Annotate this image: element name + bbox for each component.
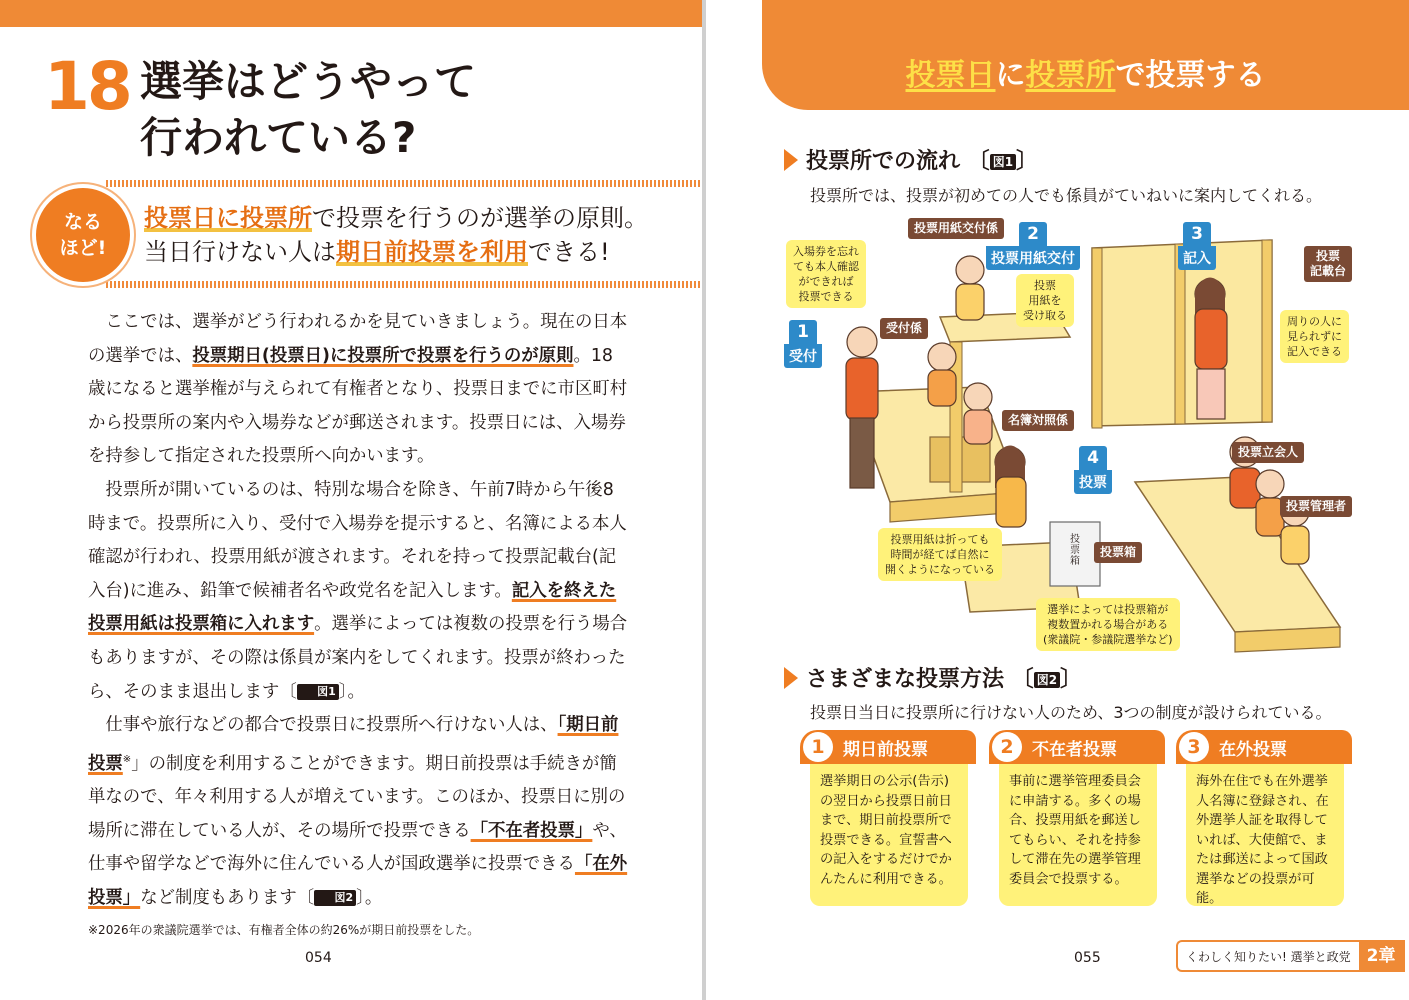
step-number: 4 [1079, 446, 1107, 470]
step-label: 投票 [1074, 470, 1112, 494]
left-page [0, 0, 702, 1000]
method-number: 2 [992, 732, 1022, 762]
key-point-highlight: 期日前投票を利用 [336, 238, 528, 266]
key-point-text: 当日行けない人は [144, 238, 336, 266]
note-line: 周りの人に [1287, 315, 1342, 328]
label-reception-clerk: 受付係 [880, 318, 928, 339]
method-line: いれば、大使館で、ま [1196, 832, 1328, 848]
method-line: に申請する。多くの場 [1009, 793, 1141, 809]
stripe-divider [106, 281, 702, 288]
page-number: 055 [1074, 950, 1101, 966]
method-line: たは郵送によって国政 [1196, 852, 1328, 867]
banner-underlined: 投票日 [905, 58, 996, 93]
method-line: 人名簿に登録され、在 [1196, 793, 1329, 809]
naruhodo-badge [36, 188, 130, 282]
method-title: 在外投票 [1219, 739, 1287, 760]
method-title: 期日前投票 [843, 739, 928, 760]
body-text [88, 306, 628, 915]
right-page [706, 0, 1409, 1000]
text-run: など制度もあります [140, 887, 297, 908]
text-run: 。 [364, 887, 383, 908]
note-line: 受け取る [1023, 309, 1067, 322]
stripe-divider [106, 180, 702, 187]
paragraph-1 [88, 306, 628, 474]
label-writing-desk [1304, 246, 1352, 282]
banner-text: で投票する [1115, 58, 1266, 93]
note-line: 選挙によっては投票箱が [1047, 603, 1169, 616]
text-run: 。 [347, 681, 365, 702]
method-card-absentee-voting [989, 730, 1165, 906]
triangle-icon [784, 667, 798, 689]
title-line-1: 選挙はどうやって [140, 57, 477, 106]
emphasis-text: 「在外投票」 [88, 854, 628, 908]
page-number: 054 [305, 950, 332, 966]
badge-line-2: ほど! [59, 237, 107, 259]
badge-line-1: なる [63, 211, 102, 233]
method-line: 選挙などの投票が可能。 [1196, 871, 1315, 906]
text-run: 。18歳になると選挙権が与えられて有権者となり、投票日までに市区町村から投票所の案内や入場券などが郵送されます。投票日には、入場券を持参して指定された投票所へ向かいます。 [88, 345, 628, 467]
key-point-highlight: 投票日に投票所 [144, 204, 312, 232]
method-description [810, 764, 968, 906]
method-number: 1 [803, 732, 833, 762]
figure-ref-badge: 図1 [990, 154, 1016, 170]
footer-book-title: くわしく知りたい! 選挙と政党 [1186, 949, 1351, 964]
method-line: 委員会で投票する。 [1009, 871, 1128, 887]
method-card-early-voting [800, 730, 976, 906]
person-voter-casting [995, 446, 1026, 528]
note-line: ても本人確認 [793, 260, 859, 273]
page-title [140, 54, 476, 166]
banner-title [762, 50, 1409, 94]
note-line: 投票用紙は折っても [890, 533, 990, 546]
label-line: 投票 [1316, 249, 1341, 263]
note-line: ができれば [798, 275, 854, 288]
method-description [999, 764, 1157, 906]
key-point-line-2 [144, 232, 610, 267]
note-private-writing [1280, 310, 1349, 363]
note-line: 入場券を忘れ [793, 245, 859, 258]
title-line-2: 行われている? [140, 113, 417, 162]
polling-station-illustration [780, 212, 1396, 658]
section-heading-methods: さまざまな投票方法 〔 図2 〕 [784, 662, 1082, 693]
note-line: 投票できる [798, 290, 854, 303]
step-label: 記入 [1178, 246, 1216, 270]
note-line: 見られずに [1287, 330, 1342, 343]
ballot-box-text: 投票箱 [1070, 534, 1080, 567]
section-subtitle: 投票所では、投票が初めての人でも係員がていねいに案内してくれる。 [810, 186, 1323, 205]
method-line: まで、期日前投票所で [820, 813, 952, 828]
paragraph-3: 仕事や旅行などの都合で投票日に投票所へ行けない人は、「期日前投票※」の制度を利用することができます。期日前投票は手続きが簡単なので、年々利用する人が増えています。このほか、投票日に別の場所に滞在している人が、その場所で投票できる「不在者投票」や、仕事や留学などで海外に住んでいる人が国政選挙に投票できる「在外投票」など制度もあります〔 図2 〕。 [88, 715, 628, 908]
note-multiple-boxes [1036, 598, 1180, 651]
emphasis-text: 投票期日(投票日)に投票所で投票を行うのが原則 [192, 345, 574, 366]
method-line: の記入をするだけでか [820, 852, 952, 867]
note-line: (衆議院・参議院選挙など) [1043, 633, 1173, 646]
method-line: して滞在先の選挙管理 [1009, 852, 1141, 867]
label-line: 記載台 [1310, 264, 1347, 278]
method-line: てもらい、それを持参 [1009, 832, 1141, 848]
header-banner [762, 0, 1409, 110]
footnote: ※2026年の衆議院選挙では、有権者全体の約26%が期日前投票をした。 [88, 923, 480, 937]
person-clerk-meibo [964, 383, 992, 444]
voting-methods [800, 730, 1360, 906]
key-point-line-1 [144, 198, 648, 233]
banner-text: に [995, 58, 1026, 93]
figure-ref-badge: 図2 [314, 890, 356, 906]
note-line: 開くようになっている [885, 563, 995, 576]
figure-ref-badge: 図1 [297, 684, 339, 700]
method-title: 不在者投票 [1032, 739, 1117, 760]
method-header [989, 730, 1165, 764]
label-register-clerk: 名簿対照係 [1002, 410, 1074, 431]
key-point-box [36, 180, 702, 288]
method-line: 事前に選挙管理委員会 [1009, 774, 1141, 789]
step-4-cast [1074, 446, 1112, 494]
method-line: 投票できる。宣誓書へ [820, 832, 952, 848]
figure-ref-badge: 図2 [1034, 672, 1060, 688]
method-line: 海外在住でも在外選挙 [1196, 774, 1328, 789]
method-header [800, 730, 976, 764]
method-card-overseas-voting [1176, 730, 1352, 906]
text-run: 」の制度を利用することができます。期日前投票は手続きが簡単なので、年々利用する人が増えています。このほか、投票日に別の場所に滞在している人が、その場所で投票できる [88, 753, 626, 841]
method-number: 3 [1179, 732, 1209, 762]
emphasis-text: 記入を終えた投票用紙は投票箱に入れます [88, 580, 617, 635]
chapter-number: 18 [44, 48, 130, 125]
section-heading-flow: 投票所での流れ 〔 図1 〕 [784, 144, 1038, 175]
person-voter-writing [1195, 278, 1227, 420]
note-ballot-paper [878, 528, 1002, 581]
text-run: や、仕事や留学などで海外に住んでいる人が国政選挙に投票できる [88, 820, 627, 875]
section-title: 投票所での流れ [806, 149, 961, 174]
note-mark: ※ [122, 753, 132, 765]
method-line: 選挙期日の公示(告示) [820, 774, 949, 789]
section-subtitle: 投票日当日に投票所に行けない人のため、3つの制度が設けられている。 [810, 703, 1332, 722]
person-voter-reception [846, 327, 878, 488]
label-ballot-box: 投票箱 [1094, 542, 1142, 563]
person-clerk-uketsuke [928, 343, 956, 406]
step-2-issue [986, 222, 1080, 270]
triangle-icon [784, 149, 798, 171]
step-number: 1 [789, 320, 817, 344]
step-1-reception [784, 320, 822, 368]
top-band [0, 0, 702, 27]
text-run: 。選挙によっては複数の投票を行う場合もありますが、その際は係員が案内をしてくれます。投票が終わったら、そのまま退出します [88, 614, 628, 702]
method-header [1176, 730, 1352, 764]
emphasis-text: 「期日前投票 [88, 715, 619, 774]
key-point-text: できる! [528, 238, 610, 266]
note-line: 用紙を [1028, 294, 1062, 307]
method-line: 合、投票用紙を郵送し [1009, 813, 1141, 828]
step-number: 2 [1019, 222, 1047, 246]
method-description [1186, 764, 1344, 906]
step-label: 受付 [784, 344, 822, 368]
note-line: 時間が経てば自然に [890, 548, 990, 561]
label-manager: 投票管理者 [1280, 496, 1352, 517]
note-line: 投票 [1034, 279, 1056, 292]
method-line: んたんに利用できる。 [820, 871, 952, 887]
emphasis-text: 「不在者投票」 [470, 820, 593, 841]
banner-underlined: 投票所 [1025, 58, 1116, 93]
text-run: 仕事や旅行などの都合で投票日に投票所へ行けない人は、 [105, 715, 558, 736]
section-title: さまざまな投票方法 [806, 667, 1005, 692]
key-point-text: で投票を行うのが選挙の原則。 [312, 204, 648, 232]
step-number: 3 [1183, 222, 1211, 246]
footer-chapter: 2章 [1359, 940, 1406, 972]
label-observer: 投票立会人 [1232, 442, 1304, 463]
method-line: の翌日から投票日前日 [820, 793, 952, 809]
method-line: 外選挙人証を取得して [1196, 813, 1328, 828]
note-line: 複数置かれる場合がある [1047, 618, 1169, 631]
note-forgot-ticket [786, 240, 866, 308]
text-run: ここでは、選挙がどう行われるかを見ていきましょう。現在の日本の選挙では、 [88, 312, 628, 366]
step-label: 投票用紙交付 [986, 246, 1080, 270]
note-receive-ballot [1016, 274, 1074, 327]
person-clerk-kofu [956, 256, 984, 320]
label-ballot-issue-clerk: 投票用紙交付係 [908, 218, 1004, 239]
paragraph-2: 投票所が開いているのは、特別な場合を除き、午前7時から午後8時まで。投票所に入り、受付で入場券を提示すると、名簿による本人確認が行われ、投票用紙が渡されます。それを持って投票記載台(記入台)に進み、鉛筆で候補者名や政党名を記入します。記入を終えた投票用紙は投票箱に入れます。選挙によっては複数の投票を行う場合もありますが、その際は係員が案内をしてくれます。投票が終わったら、そのまま退出します〔 図1 〕。 [88, 479, 628, 702]
note-line: 記入できる [1287, 345, 1342, 358]
text-run: 投票所が開いているのは、特別な場合を除き、午前7時から午後8時まで。投票所に入り、受付で入場券を提示すると、名簿による本人確認が行われ、投票用紙が渡されます。それを持って投票記載台(記入台)に進み、鉛筆で候補者名や政党名を記入します。 [88, 479, 627, 601]
step-3-write [1178, 222, 1216, 270]
chapter-footer-tag [1176, 940, 1405, 972]
